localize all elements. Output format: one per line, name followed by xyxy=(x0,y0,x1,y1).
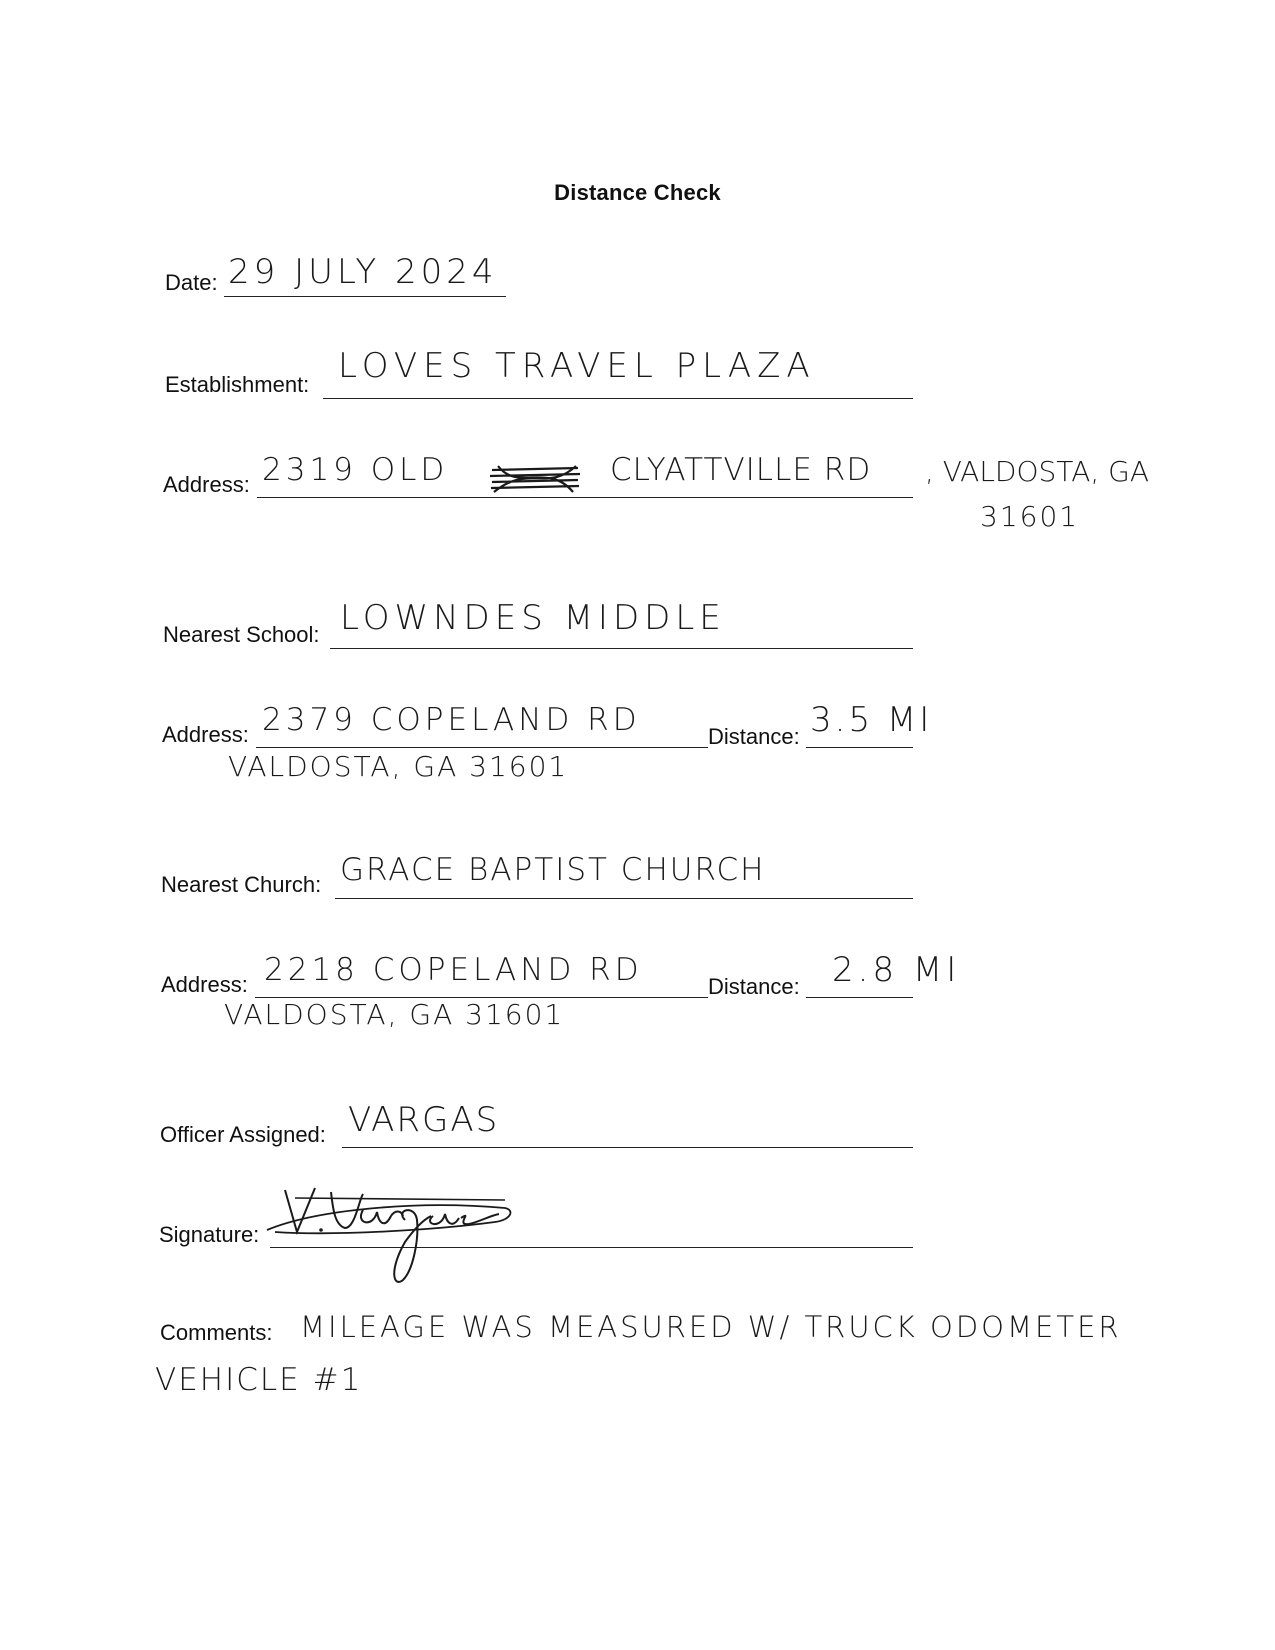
crossed-out-word-scribble xyxy=(488,462,583,496)
nearest-church-value[interactable]: GRACE BAPTIST CHURCH xyxy=(340,852,766,888)
establishment-label: Establishment: xyxy=(165,372,310,397)
date-underline xyxy=(224,296,506,297)
establishment-underline xyxy=(323,398,913,399)
nearest-school-underline xyxy=(330,648,913,649)
date-label: Date: xyxy=(165,270,218,295)
church-address-line2[interactable]: VALDOSTA, GA 31601 xyxy=(224,998,565,1031)
nearest-church-underline xyxy=(335,898,913,899)
school-address-underline xyxy=(256,747,708,748)
nearest-church-label: Nearest Church: xyxy=(161,872,322,897)
establishment-address-part3[interactable]: , VALDOSTA, GA xyxy=(925,455,1150,488)
school-address-label: Address: xyxy=(162,722,249,747)
establishment-address-label: Address: xyxy=(163,472,250,497)
officer-label: Officer Assigned: xyxy=(160,1122,326,1147)
comments-label: Comments: xyxy=(160,1320,273,1345)
comments-line1[interactable]: MILEAGE WAS MEASURED W/ TRUCK ODOMETER xyxy=(300,1310,1122,1344)
comments-line2[interactable]: VEHICLE #1 xyxy=(155,1362,363,1398)
school-distance-underline xyxy=(806,747,913,748)
page-title: Distance Check xyxy=(554,180,721,205)
church-distance-underline xyxy=(806,997,913,998)
officer-underline xyxy=(342,1147,913,1148)
school-address-line2[interactable]: VALDOSTA, GA 31601 xyxy=(228,750,569,783)
church-address-line1[interactable]: 2218 COPELAND RD xyxy=(264,952,643,988)
church-distance-value[interactable]: 2.8 MI xyxy=(832,950,961,990)
signature-label: Signature: xyxy=(159,1222,260,1247)
date-value[interactable]: 29 JULY 2024 xyxy=(228,252,498,292)
establishment-value[interactable]: LOVES TRAVEL PLAZA xyxy=(338,346,816,386)
signature-image[interactable] xyxy=(255,1180,525,1290)
officer-value[interactable]: VARGAS xyxy=(348,1100,500,1140)
establishment-address-part2[interactable]: CLYATTVILLE RD xyxy=(610,452,872,488)
nearest-school-value[interactable]: LOWNDES MIDDLE xyxy=(340,598,726,638)
establishment-address-zip[interactable]: 31601 xyxy=(980,500,1080,533)
church-address-label: Address: xyxy=(161,972,248,997)
school-distance-value[interactable]: 3.5 MI xyxy=(810,700,933,740)
school-distance-label: Distance: xyxy=(708,724,800,749)
nearest-school-label: Nearest School: xyxy=(163,622,320,647)
school-address-line1[interactable]: 2379 COPELAND RD xyxy=(262,702,641,738)
establishment-address-part1[interactable]: 2319 OLD xyxy=(262,452,449,488)
establishment-address-underline xyxy=(257,497,913,498)
church-distance-label: Distance: xyxy=(708,974,800,999)
